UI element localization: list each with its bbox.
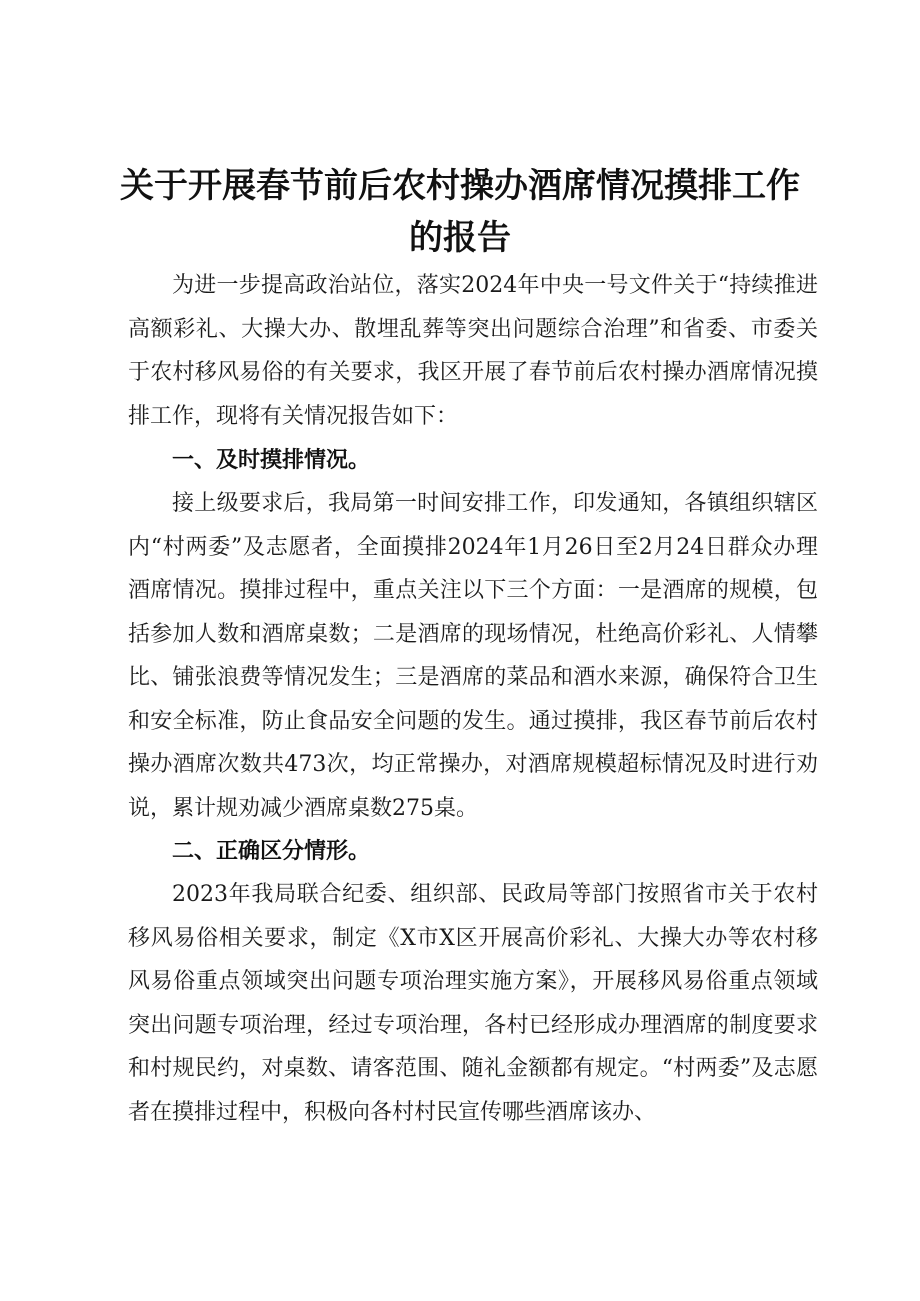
section1-paragraph: 接上级要求后，我局第一时间安排工作，印发通知，各镇组织辖区内“村两委”及志愿者，全面摸排2024年1月26日至2月24日群众办理酒席情况。摸排过程中，重点关注以下三个方面：一是酒席的规模，包括参加人数和酒席桌数；二是酒席的现场情况，杜绝高价彩礼、人情攀比、铺张浪费等情况发生；三是酒席的菜品和酒水来源，确保符合卫生和安全标准，防止食品安全问题的发生。通过摸排，我区春节前后农村操办酒席次数共473次，均正常操办，对酒席规模超标情况及时进行劝说，累计规劝减少酒席桌数275桌。 [128,491,818,821]
section1-heading: 一、及时摸排情况。 [172,448,371,473]
document-title-line1: 关于开展春节前后农村操办酒席情况摸排工作 [120,166,800,206]
section2-paragraph: 2023年我局联合纪委、组织部、民政局等部门按照省市关于农村移风易俗相关要求，制定《X市X区开展高价彩礼、大操大办等农村移风易俗重点领域突出问题专项治理实施方案》，开展移风易俗重点领域突出问题专项治理，经过专项治理，各村已经形成办理酒席的制度要求和村规民约，对桌数、请客范围、随礼金额都有规定。“村两委”及志愿者在摸排过程中，积极向各村村民宣传哪些酒席该办、 [128,882,818,1125]
section2-heading: 二、正确区分情形。 [172,839,371,864]
document-title-line2: 的报告 [409,218,511,258]
intro-paragraph: 为进一步提高政治站位，落实2024年中央一号文件关于“持续推进高额彩礼、大操大办、散埋乱葬等突出问题综合治理”和省委、市委关于农村移风易俗的有关要求，我区开展了春节前后农村操办酒席情况摸排工作，现将有关情况报告如下： [128,273,818,429]
